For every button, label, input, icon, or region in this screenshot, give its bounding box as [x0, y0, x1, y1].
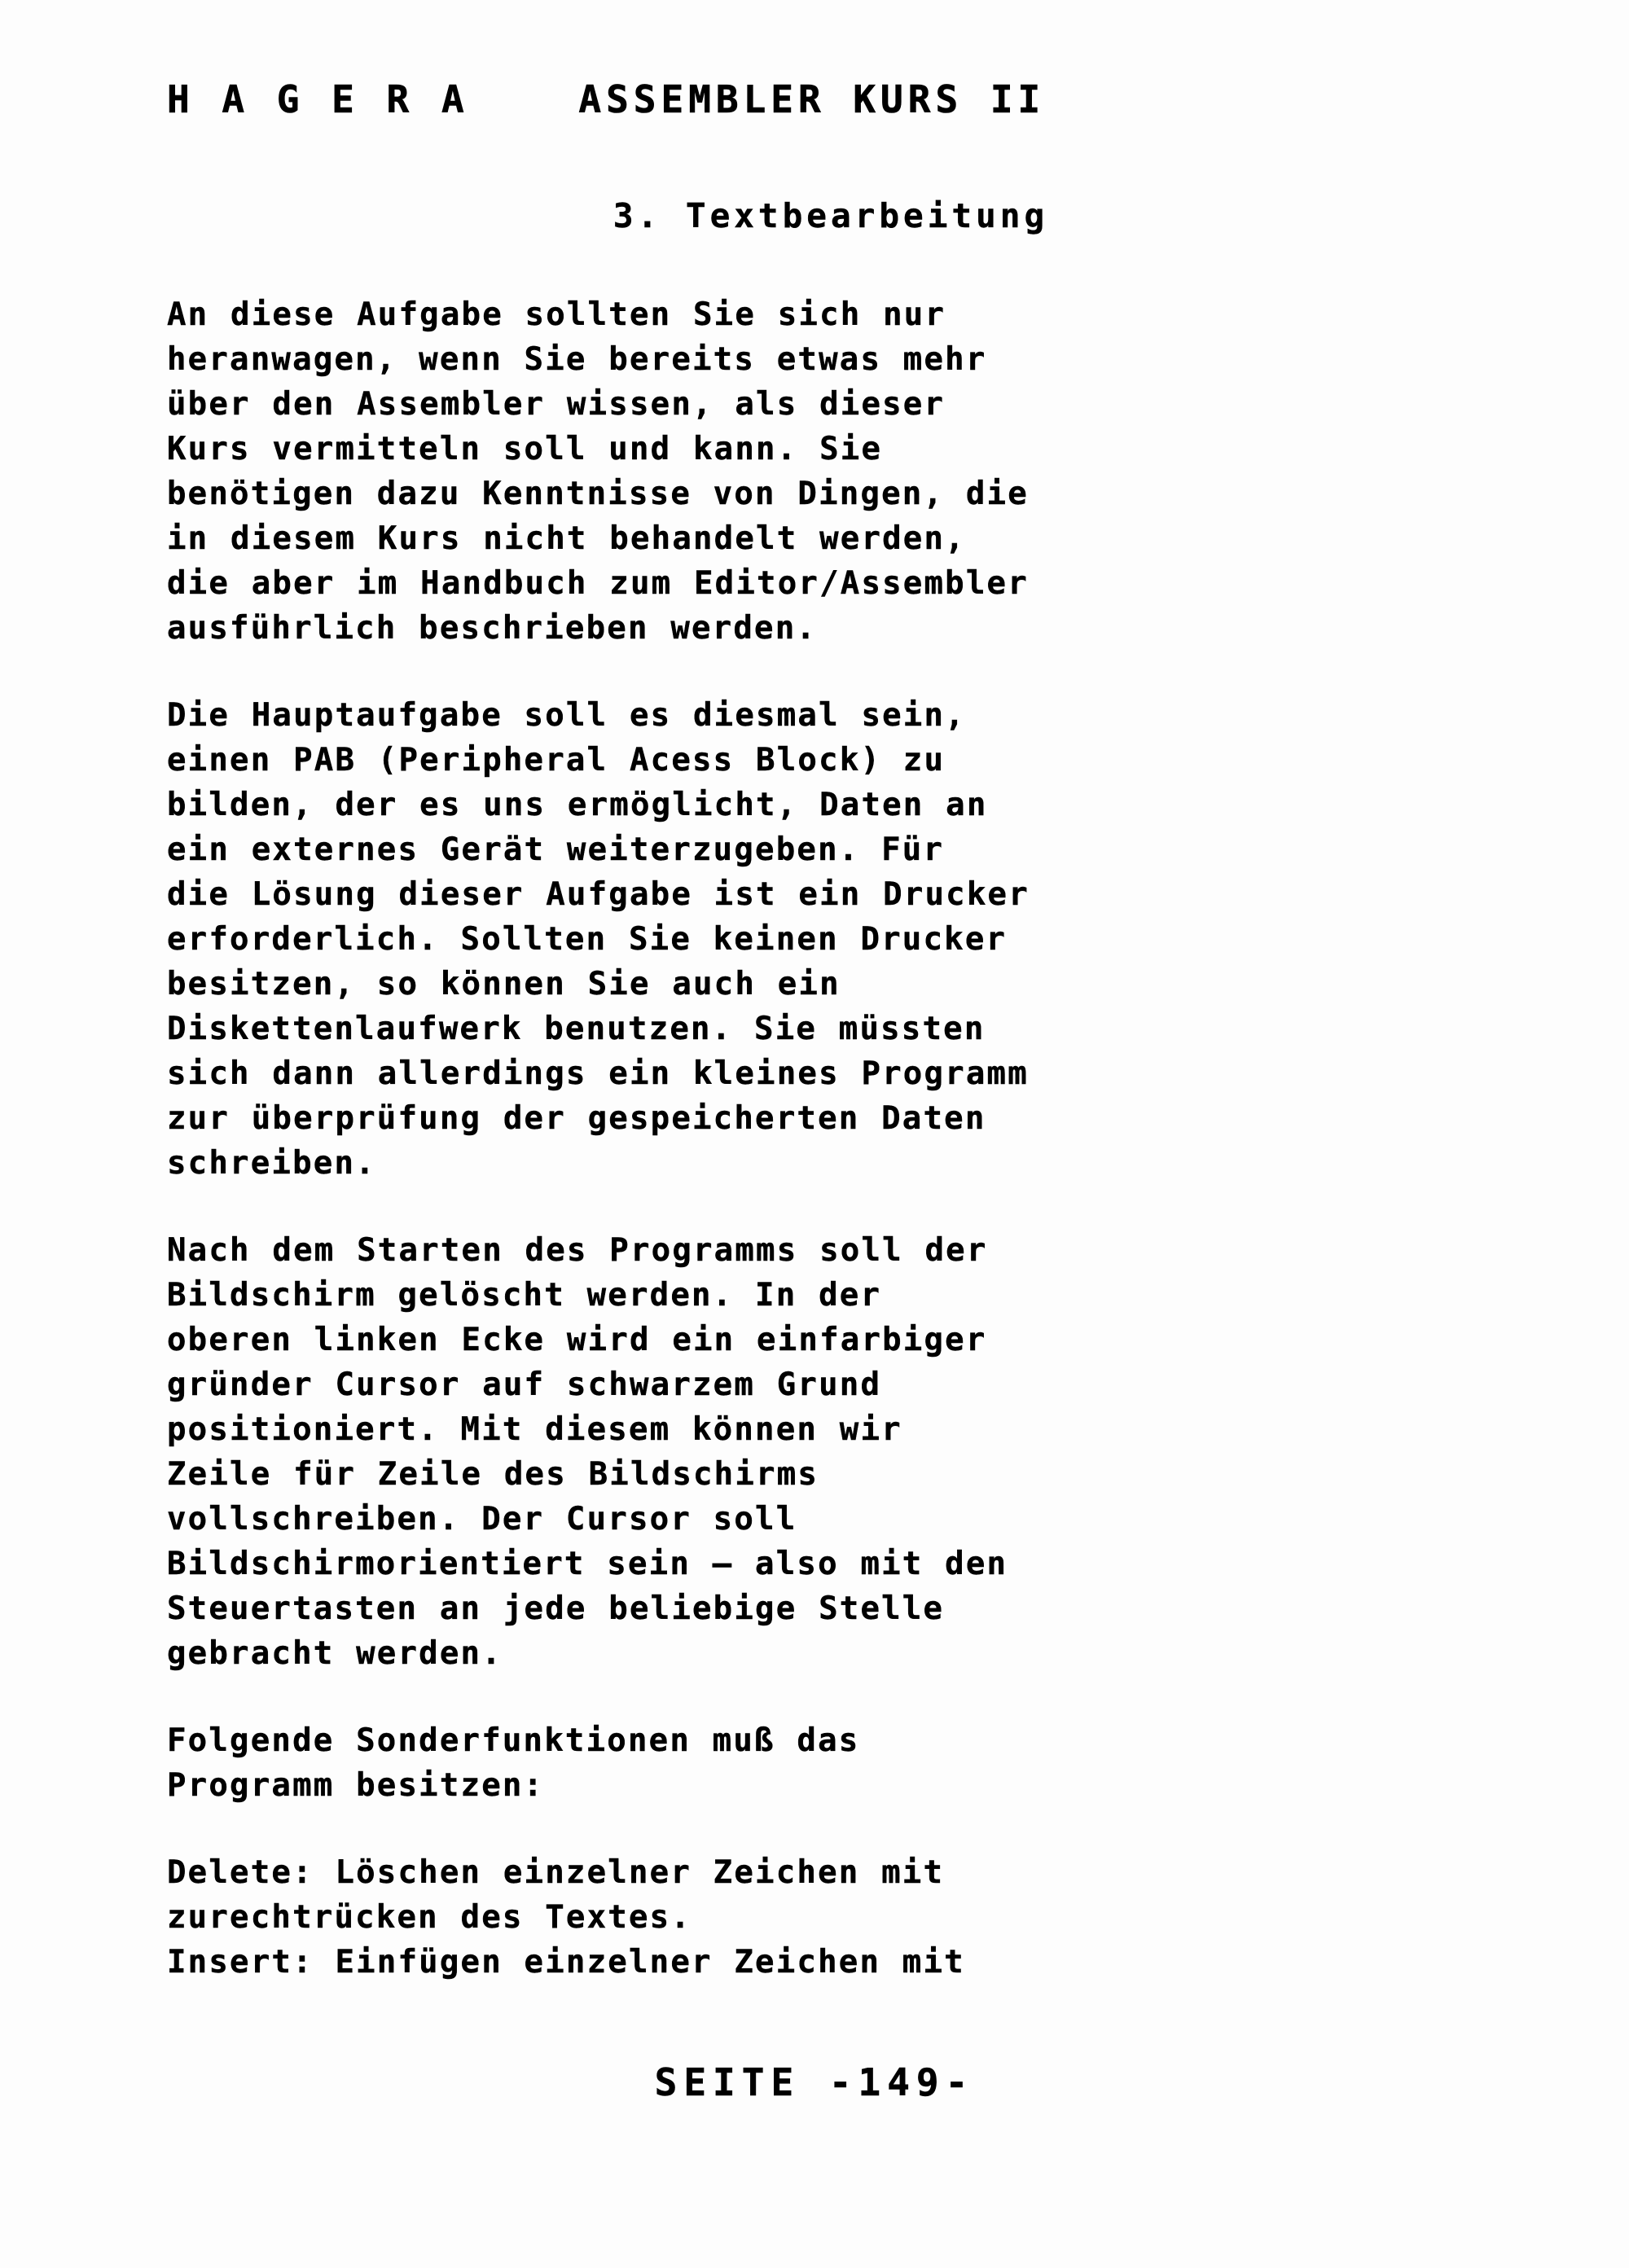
text-line: besitzen, so können Sie auch ein [167, 966, 841, 1002]
text-line: über den Assembler wissen, als dieser [167, 386, 946, 423]
text-line: vollschreiben. Der Cursor soll [167, 1501, 797, 1538]
text-line: zur überprüfung der gespeicherten Daten [167, 1100, 986, 1137]
text-line: Bildschirmorientiert sein — also mit den [167, 1546, 1008, 1582]
text-line: Folgende Sonderfunktionen muß das [167, 1722, 860, 1759]
text-line: schreiben. [167, 1145, 376, 1182]
text-line: Steuertasten an jede beliebige Stelle [167, 1590, 945, 1627]
text-line: ausführlich beschrieben werden. [167, 610, 818, 647]
paragraph-4 [167, 1718, 1470, 1808]
text-line: bilden, der es uns ermöglicht, Daten an [167, 787, 988, 823]
text-line: gebracht werden. [167, 1635, 503, 1672]
text-line: Programm besitzen: [167, 1767, 545, 1804]
text-line: An diese Aufgabe sollten Sie sich nur [167, 296, 946, 333]
text-line: Zeile für Zeile des Bildschirms [167, 1456, 819, 1493]
text-line: gründer Cursor auf schwarzem Grund [167, 1367, 882, 1403]
text-line: zurechtrücken des Textes. [167, 1899, 692, 1936]
text-line: Diskettenlaufwerk benutzen. Sie müssten [167, 1011, 986, 1047]
document-header: H A G E R A ASSEMBLER KURS II [167, 77, 1046, 121]
text-line: Bildschirm gelöscht werden. In der [167, 1277, 882, 1314]
text-line: Kurs vermitteln soll und kann. Sie [167, 431, 883, 467]
text-line: positioniert. Mit diesem können wir [167, 1411, 902, 1448]
text-line: Insert: Einfügen einzelner Zeichen mit [167, 1944, 965, 1981]
text-line: die aber im Handbuch zum Editor/Assembler [167, 565, 1029, 602]
paragraph-2 [167, 693, 1470, 1186]
text-line: ein externes Gerät weiterzugeben. Für [167, 831, 945, 868]
text-line: sich dann allerdings ein kleines Programm [167, 1055, 1029, 1092]
text-line: heranwagen, wenn Sie bereits etwas mehr [167, 341, 987, 378]
page-content [167, 77, 1470, 2027]
text-line: benötigen dazu Kenntnisse von Dingen, die [167, 476, 1029, 512]
paragraph-3 [167, 1228, 1470, 1676]
text-line: Die Hauptaufgabe soll es diesmal sein, [167, 697, 966, 734]
section-title: 3. Textbearbeitung [613, 196, 1049, 235]
text-line: Nach dem Starten des Programms soll der [167, 1232, 988, 1269]
paragraph-5 [167, 1850, 1470, 1985]
page-footer: SEITE -149- [654, 2060, 975, 2104]
text-line: erforderlich. Sollten Sie keinen Drucker [167, 921, 1008, 958]
paragraph-1 [167, 292, 1470, 651]
text-line: Delete: Löschen einzelner Zeichen mit [167, 1854, 945, 1891]
text-line: oberen linken Ecke wird ein einfarbiger [167, 1322, 987, 1358]
text-line: in diesem Kurs nicht behandelt werden, [167, 520, 966, 557]
text-line: einen PAB (Peripheral Acess Block) zu [167, 742, 946, 779]
text-line: die Lösung dieser Aufgabe ist ein Drucker [167, 876, 1030, 913]
